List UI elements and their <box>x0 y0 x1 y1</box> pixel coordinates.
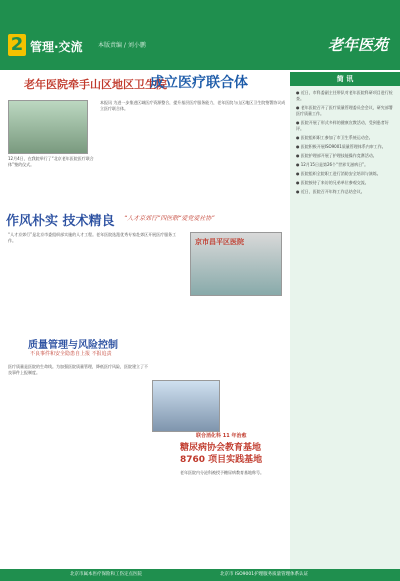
sidebar-item: ● 医院开展了形式多样的健康宣教活动，受到患者好评。 <box>296 120 389 131</box>
sidebar-item: ● 近日，市科委副主任带队对老年医院科研项目进行检查。 <box>296 90 393 101</box>
article4-subtitle: 联合消化科 11 年治愈 <box>196 433 247 439</box>
article3-subtitle: 不良事件和安全隐患自上报 不报追责 <box>30 351 112 357</box>
sidebar-item: ● 医院组织全院职工进行消防安全培训与演练。 <box>296 171 381 176</box>
news-sidebar <box>290 72 400 569</box>
article2-title: 作风朴实 技术精良 <box>6 214 115 229</box>
sidebar-item: ● 医院护理部开展了护理技能操作竞赛活动。 <box>296 153 377 158</box>
article1-body: 本报讯 为进一步推进区域医疗资源整合，提升基层医疗服务能力，老年医院与山区地区卫生院签署协议成立医疗联合体。 <box>100 100 286 111</box>
sidebar-item: ● 医院积极开展ISO9001质量管理体系内审工作。 <box>296 144 386 149</box>
sidebar-item: ● 老年医院召开了医疗质量管理委员会会议，研究部署医疗质量工作。 <box>296 105 393 116</box>
article1-caption: 12月4日，在我院举行了“北京老年医院医疗联合体”签约仪式。 <box>8 156 94 167</box>
article1-title-right: 成立医疗联合体 <box>150 75 248 91</box>
article2-subtitle: “人才京郊行”四医联“爱党爱社协” <box>124 215 215 222</box>
sidebar-item: ● 近日，医院召开年终工作总结会议。 <box>296 189 365 194</box>
sidebar-item: ● 12月15日是第26个“世界艾滋病日”。 <box>296 162 369 167</box>
article4-title-line1: 糖尿病协会教育基地 <box>180 443 262 453</box>
page-number: 2 <box>8 34 26 56</box>
sidebar-list <box>290 86 400 202</box>
sidebar-item: ● 医院接待了来访的兄弟单位参观交流。 <box>296 180 369 185</box>
article2-photo-label: 京市昌平区医院 <box>195 238 244 246</box>
page-footer <box>0 569 400 581</box>
section-title: 管理·交流 <box>30 40 83 54</box>
article3-photo <box>152 380 220 432</box>
footer-right: 北京市 ISO9001护理服务质量管理体系认证 <box>220 572 309 577</box>
article4-title-line2: 8760 项目实践基地 <box>180 455 263 465</box>
page-header <box>0 0 400 70</box>
article2-body: “人才京郊行”是北京市委组织部实施的人才工程。老年医院选派优秀专家赴郊区开展医疗服务工作。 <box>8 232 177 243</box>
sidebar-item: ● 医院组织职工参加了市卫生系统运动会。 <box>296 135 373 140</box>
sidebar-title: 简 讯 <box>290 72 400 86</box>
brand-logo: 老年医苑 <box>327 36 388 54</box>
editor-credit: 本版责编 / 刘小鹏 <box>98 42 146 49</box>
article1-photo <box>8 100 88 154</box>
footer-left: 北京市属本医疗保险和工伤定点医院 <box>70 572 142 577</box>
article2-photo <box>190 232 282 296</box>
article1-title-left: 老年医院牵手山区地区卫生院 <box>24 78 167 91</box>
article3-body: 医疗质量是医院的生命线。为加强医院质量管理，降低医疗风险，医院建立了不良事件上报制度。 <box>8 364 148 375</box>
article3-title: 质量管理与风险控制 <box>28 340 118 351</box>
article4-body: 老年医院内分泌科被授予糖尿病教育基地称号。 <box>180 470 264 475</box>
